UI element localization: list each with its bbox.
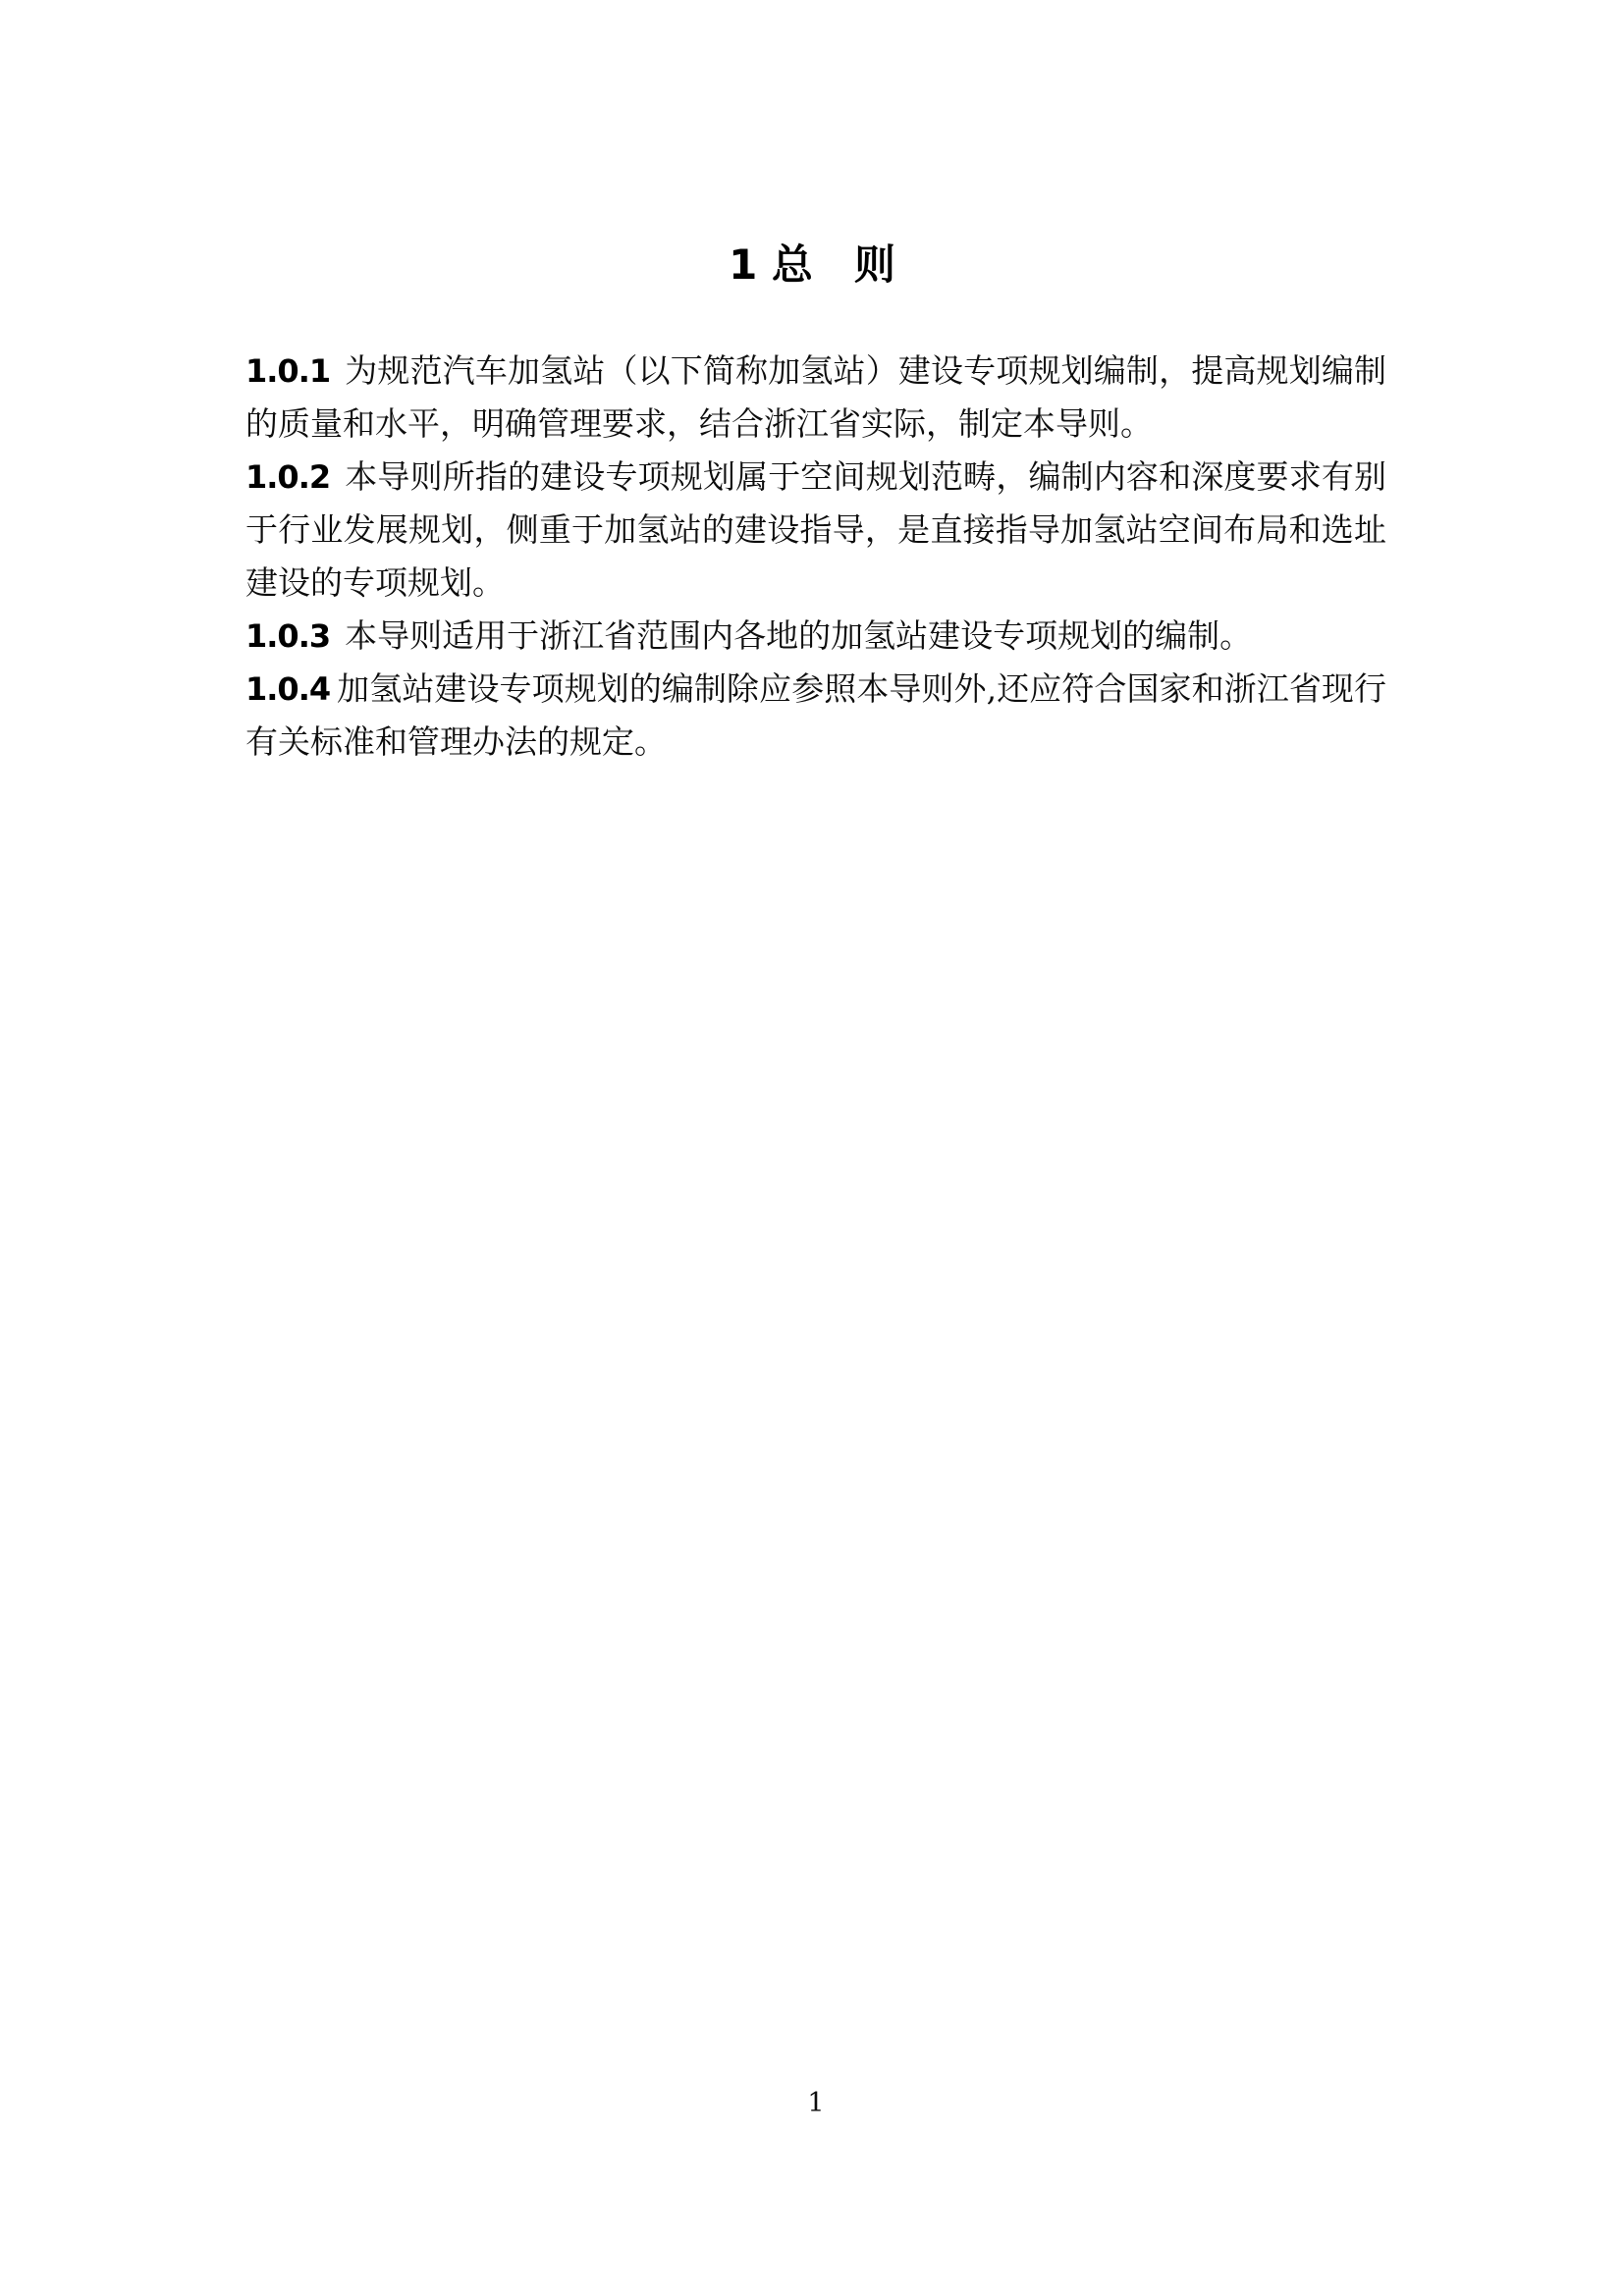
clause-1-0-2 [245, 451, 1386, 610]
clause-1-0-3 [245, 610, 1386, 663]
document-body [245, 345, 1386, 769]
clause-text: 为规范汽车加氢站（以下简称加氢站）建设专项规划编制，提高规划编制的质量和水平，明确管理要求，结合浙江省实际，制定本导则。 [245, 351, 1386, 443]
clause-number: 1.0.4 [245, 670, 331, 708]
clause-1-0-1 [245, 345, 1386, 451]
clause-number: 1.0.2 [245, 458, 331, 496]
clause-number: 1.0.1 [245, 352, 331, 390]
page-number-footer: 1 [807, 2088, 825, 2118]
section-heading: 1 总 则 [729, 240, 895, 289]
clause-text: 本导则所指的建设专项规划属于空间规划范畴，编制内容和深度要求有别于行业发展规划，侧重于加氢站的建设指导，是直接指导加氢站空间布局和选址建设的专项规划。 [245, 457, 1386, 602]
clause-text: 本导则适用于浙江省范围内各地的加氢站建设专项规划的编制。 [345, 616, 1253, 655]
clause-1-0-4 [245, 663, 1386, 769]
clause-number: 1.0.3 [245, 617, 331, 655]
clause-text: 加氢站建设专项规划的编制除应参照本导则外,还应符合国家和浙江省现行有关标准和管理办法的规定。 [245, 669, 1386, 761]
